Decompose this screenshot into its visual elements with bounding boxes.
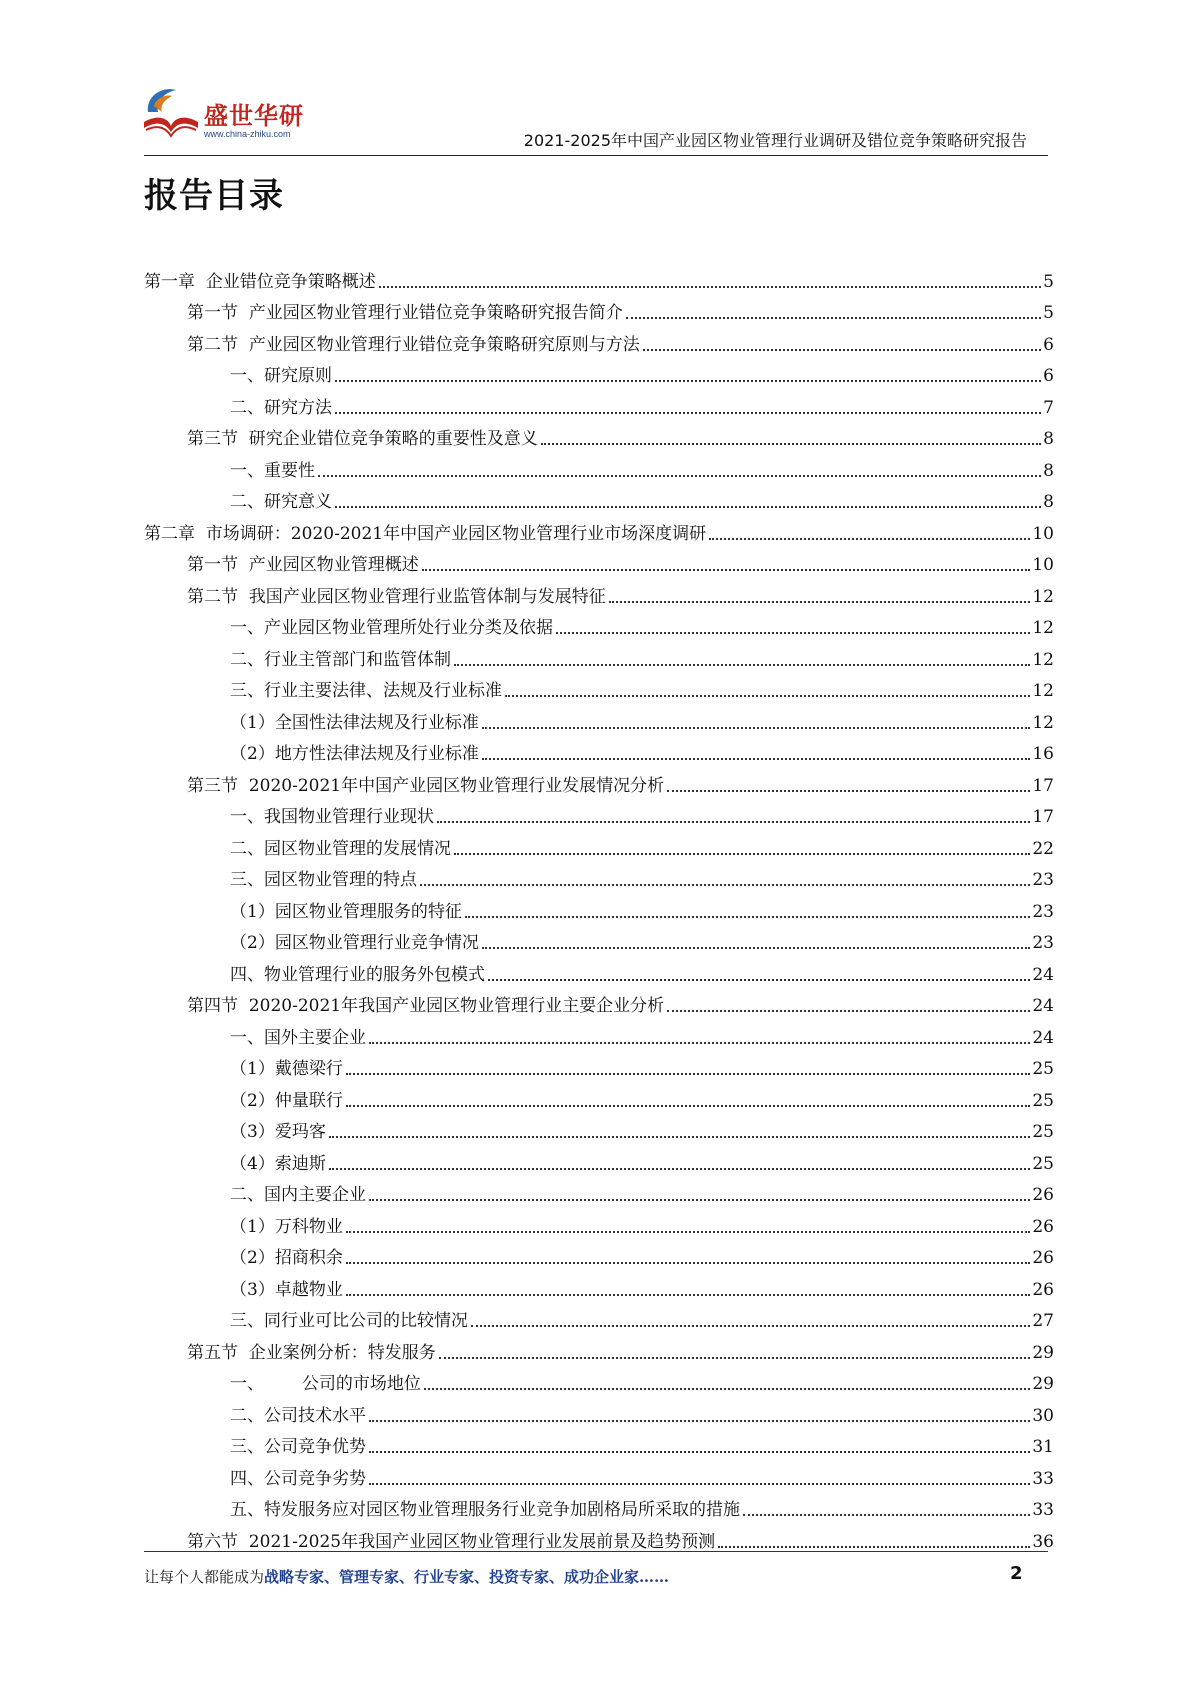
toc-dot-leader xyxy=(556,632,1030,634)
toc-entry-page: 6 xyxy=(1043,366,1054,386)
toc-entry-page: 25 xyxy=(1032,1122,1054,1142)
toc-entry-page: 27 xyxy=(1032,1311,1054,1331)
toc-entry-page: 8 xyxy=(1043,460,1054,481)
toc-entry-page: 8 xyxy=(1043,492,1054,512)
toc-dot-leader xyxy=(379,286,1041,288)
toc-entry-title: 一、重要性 xyxy=(230,460,315,481)
toc-entry-page: 12 xyxy=(1032,586,1054,607)
toc-entry-page: 24 xyxy=(1032,996,1054,1016)
toc-entry-title: 三、园区物业管理的特点 xyxy=(230,870,417,890)
toc-dot-leader xyxy=(488,979,1030,981)
toc-entry-title: 三、行业主要法律、法规及行业标准 xyxy=(230,681,502,701)
toc-entry-page: 12 xyxy=(1032,712,1054,733)
toc-dot-leader xyxy=(505,695,1030,697)
footer-slogan-emphasis: 战略专家、管理专家、行业专家、投资专家、成功企业家…… xyxy=(264,1568,670,1586)
toc-entry-title: 第三节 研究企业错位竞争策略的重要性及意义 xyxy=(187,429,538,449)
toc-dot-leader xyxy=(346,1073,1031,1075)
toc-entry-title: （2）招商积余 xyxy=(230,1248,343,1268)
toc-entry-title: 第一章 企业错位竞争策略概述 xyxy=(144,271,376,292)
toc-entry-title: （3）卓越物业 xyxy=(230,1279,343,1300)
toc-entry[interactable] xyxy=(144,797,1054,829)
toc-entry[interactable] xyxy=(144,513,1054,545)
toc-entry-title: 一、产业园区物业管理所处行业分类及依据 xyxy=(230,618,553,638)
toc-entry-title: 第一节 产业园区物业管理概述 xyxy=(187,555,419,575)
toc-entry[interactable] xyxy=(144,1269,1054,1301)
toc-entry-page: 25 xyxy=(1032,1059,1054,1079)
toc-entry-title: 一、国外主要企业 xyxy=(230,1027,366,1048)
toc-entry-page: 10 xyxy=(1032,555,1054,575)
toc-entry-title: 二、研究方法 xyxy=(230,397,332,418)
toc-entry[interactable] xyxy=(144,1490,1054,1522)
toc-entry-title: 第二章 市场调研：2020-2021年中国产业园区物业管理行业市场深度调研 xyxy=(144,523,707,544)
toc-entry[interactable] xyxy=(144,1206,1054,1238)
toc-entry-page: 7 xyxy=(1043,397,1054,418)
toc-entry-title: 一、研究原则 xyxy=(230,366,332,386)
toc-entry-title: 五、特发服务应对园区物业管理服务行业竞争加剧格局所采取的措施 xyxy=(230,1500,740,1520)
toc-dot-leader xyxy=(369,1451,1030,1453)
toc-dot-leader xyxy=(369,1199,1030,1201)
toc-entry-title: （2）园区物业管理行业竞争情况 xyxy=(230,933,479,953)
logo-url: www.china-zhiku.com xyxy=(204,129,291,139)
toc-dot-leader xyxy=(329,1168,1031,1170)
toc-entry[interactable] xyxy=(144,954,1054,986)
table-of-contents xyxy=(144,261,1054,1553)
toc-entry-title: 第一节 产业园区物业管理行业错位竞争策略研究报告简介 xyxy=(187,303,623,323)
toc-entry-page: 23 xyxy=(1032,870,1054,890)
toc-dot-leader xyxy=(346,1294,1031,1296)
toc-dot-leader xyxy=(709,538,1030,540)
toc-entry[interactable] xyxy=(144,1332,1054,1364)
toc-dot-leader xyxy=(420,884,1030,886)
toc-dot-leader xyxy=(346,1231,1031,1233)
toc-entry[interactable] xyxy=(144,1143,1054,1175)
toc-entry-page: 17 xyxy=(1032,775,1054,796)
toc-entry-page: 12 xyxy=(1032,649,1054,670)
toc-entry-page: 17 xyxy=(1032,807,1054,827)
toc-entry[interactable] xyxy=(144,576,1054,608)
toc-entry[interactable] xyxy=(144,1080,1054,1112)
toc-entry-title: （1）戴德梁行 xyxy=(230,1059,343,1079)
toc-entry[interactable] xyxy=(144,545,1054,577)
toc-dot-leader xyxy=(346,1105,1031,1107)
toc-entry-title: 第六节 2021-2025年我国产业园区物业管理行业发展前景及趋势预测 xyxy=(187,1531,716,1552)
toc-entry-page: 31 xyxy=(1032,1437,1054,1457)
toc-entry[interactable] xyxy=(144,1175,1054,1207)
toc-entry[interactable] xyxy=(144,1395,1054,1427)
toc-dot-leader xyxy=(369,1420,1030,1422)
toc-entry-page: 23 xyxy=(1032,933,1054,953)
toc-entry[interactable] xyxy=(144,608,1054,640)
toc-entry[interactable] xyxy=(144,482,1054,514)
toc-entry-page: 24 xyxy=(1032,1027,1054,1048)
toc-entry-page: 5 xyxy=(1043,303,1054,323)
toc-dot-leader xyxy=(329,1136,1031,1138)
footer-divider xyxy=(144,1551,1048,1552)
toc-dot-leader xyxy=(471,1325,1030,1327)
toc-dot-leader xyxy=(422,569,1031,571)
toc-dot-leader xyxy=(626,317,1041,319)
toc-entry-page: 22 xyxy=(1032,838,1054,859)
toc-dot-leader xyxy=(454,664,1030,666)
toc-entry[interactable] xyxy=(144,923,1054,955)
toc-entry-title: 四、物业管理行业的服务外包模式 xyxy=(230,964,485,985)
toc-dot-leader xyxy=(369,1042,1030,1044)
toc-entry[interactable] xyxy=(144,986,1054,1018)
toc-entry-title: 第五节 企业案例分析：特发服务 xyxy=(187,1342,436,1363)
toc-entry[interactable] xyxy=(144,1427,1054,1459)
toc-entry[interactable] xyxy=(144,450,1054,482)
toc-dot-leader xyxy=(718,1546,1030,1548)
toc-entry-page: 16 xyxy=(1032,744,1054,764)
toc-dot-leader xyxy=(318,475,1041,477)
toc-entry[interactable] xyxy=(144,261,1054,293)
page-number: 2 xyxy=(1010,1563,1023,1584)
toc-entry-title: 第四节 2020-2021年我国产业园区物业管理行业主要企业分析 xyxy=(187,996,665,1016)
toc-entry-title: 四、公司竞争劣势 xyxy=(230,1468,366,1489)
toc-entry-page: 29 xyxy=(1032,1374,1054,1394)
logo-name: 盛世华研 xyxy=(204,102,304,130)
toc-entry[interactable] xyxy=(144,356,1054,388)
toc-entry-title: 一、 公司的市场地位 xyxy=(230,1374,421,1394)
toc-dot-leader xyxy=(424,1388,1031,1390)
toc-entry-page: 26 xyxy=(1032,1279,1054,1300)
toc-entry-page: 33 xyxy=(1032,1500,1054,1520)
toc-entry[interactable] xyxy=(144,734,1054,766)
toc-entry[interactable] xyxy=(144,702,1054,734)
toc-entry[interactable] xyxy=(144,828,1054,860)
toc-dot-leader xyxy=(667,1010,1030,1012)
toc-entry[interactable] xyxy=(144,671,1054,703)
toc-dot-leader xyxy=(667,790,1030,792)
toc-dot-leader xyxy=(643,349,1041,351)
toc-entry-page: 36 xyxy=(1032,1531,1054,1552)
toc-dot-leader xyxy=(439,1357,1031,1359)
toc-entry-page: 8 xyxy=(1043,429,1054,449)
header-divider xyxy=(144,155,1048,156)
toc-entry-title: （4）索迪斯 xyxy=(230,1153,326,1174)
logo-book-icon xyxy=(140,82,202,142)
toc-entry-page: 30 xyxy=(1032,1405,1054,1426)
toc-entry[interactable] xyxy=(144,419,1054,451)
toc-entry-page: 26 xyxy=(1032,1185,1054,1205)
toc-entry[interactable] xyxy=(144,1301,1054,1333)
toc-entry-title: 三、同行业可比公司的比较情况 xyxy=(230,1311,468,1331)
toc-dot-leader xyxy=(541,443,1041,445)
toc-entry[interactable] xyxy=(144,1521,1054,1553)
toc-entry-title: （1）万科物业 xyxy=(230,1216,343,1237)
footer-slogan-lead: 让每个人都能成为 xyxy=(144,1568,265,1586)
toc-dot-leader xyxy=(454,853,1030,855)
toc-dot-leader xyxy=(335,380,1041,382)
toc-entry[interactable] xyxy=(144,639,1054,671)
toc-entry-page: 25 xyxy=(1032,1153,1054,1174)
toc-entry-title: 一、我国物业管理行业现状 xyxy=(230,807,434,827)
toc-entry-page: 26 xyxy=(1032,1248,1054,1268)
footer-slogan xyxy=(144,1566,669,1587)
toc-entry-page: 25 xyxy=(1032,1090,1054,1111)
toc-entry-title: （3）爱玛客 xyxy=(230,1122,326,1142)
toc-dot-leader xyxy=(609,601,1031,603)
toc-entry[interactable] xyxy=(144,324,1054,356)
toc-entry-title: 二、园区物业管理的发展情况 xyxy=(230,838,451,859)
toc-dot-leader xyxy=(369,1483,1030,1485)
toc-entry-title: 第二节 我国产业园区物业管理行业监管体制与发展特征 xyxy=(187,586,606,607)
toc-entry[interactable] xyxy=(144,1112,1054,1144)
toc-entry-title: （1）园区物业管理服务的特征 xyxy=(230,901,462,922)
toc-dot-leader xyxy=(335,412,1041,414)
toc-dot-leader xyxy=(335,506,1041,508)
toc-heading: 报告目录 xyxy=(144,176,284,216)
toc-entry-title: 第三节 2020-2021年中国产业园区物业管理行业发展情况分析 xyxy=(187,775,665,796)
toc-dot-leader xyxy=(346,1262,1031,1264)
toc-dot-leader xyxy=(437,821,1030,823)
toc-entry-title: （2）仲量联行 xyxy=(230,1090,343,1111)
toc-dot-leader xyxy=(482,947,1031,949)
toc-entry-page: 33 xyxy=(1032,1468,1054,1489)
toc-entry-page: 12 xyxy=(1032,681,1054,701)
toc-entry-title: 三、公司竞争优势 xyxy=(230,1437,366,1457)
toc-entry[interactable] xyxy=(144,1238,1054,1270)
toc-dot-leader xyxy=(482,758,1031,760)
toc-entry-page: 12 xyxy=(1032,618,1054,638)
toc-entry-title: 二、公司技术水平 xyxy=(230,1405,366,1426)
toc-entry-page: 5 xyxy=(1043,271,1054,292)
toc-entry[interactable] xyxy=(144,1458,1054,1490)
toc-entry-page: 29 xyxy=(1032,1342,1054,1363)
toc-entry[interactable] xyxy=(144,765,1054,797)
toc-entry[interactable] xyxy=(144,1364,1054,1396)
toc-entry[interactable] xyxy=(144,293,1054,325)
toc-entry-title: （1）全国性法律法规及行业标准 xyxy=(230,712,479,733)
toc-entry-title: 二、研究意义 xyxy=(230,492,332,512)
toc-entry-page: 23 xyxy=(1032,901,1054,922)
report-title: 2021-2025年中国产业园区物业管理行业调研及错位竞争策略研究报告 xyxy=(523,131,1027,150)
toc-entry[interactable] xyxy=(144,891,1054,923)
toc-entry-title: 二、国内主要企业 xyxy=(230,1185,366,1205)
toc-entry-title: 第二节 产业园区物业管理行业错位竞争策略研究原则与方法 xyxy=(187,334,640,355)
toc-entry[interactable] xyxy=(144,1017,1054,1049)
toc-entry[interactable] xyxy=(144,860,1054,892)
toc-dot-leader xyxy=(482,727,1031,729)
toc-entry[interactable] xyxy=(144,1049,1054,1081)
toc-entry-page: 24 xyxy=(1032,964,1054,985)
toc-entry-page: 10 xyxy=(1032,523,1054,544)
toc-entry-page: 6 xyxy=(1043,334,1054,355)
toc-entry-title: （2）地方性法律法规及行业标准 xyxy=(230,744,479,764)
toc-entry[interactable] xyxy=(144,387,1054,419)
company-logo xyxy=(140,82,310,148)
toc-entry-page: 26 xyxy=(1032,1216,1054,1237)
toc-dot-leader xyxy=(743,1514,1030,1516)
toc-dot-leader xyxy=(465,916,1031,918)
toc-entry-title: 二、行业主管部门和监管体制 xyxy=(230,649,451,670)
